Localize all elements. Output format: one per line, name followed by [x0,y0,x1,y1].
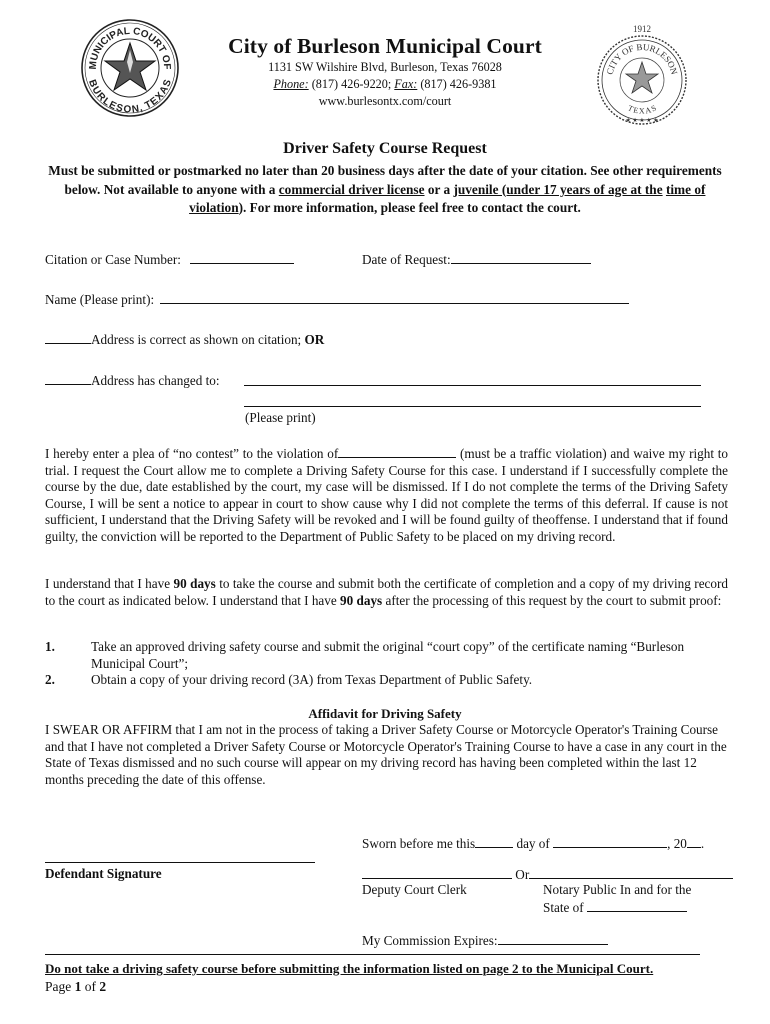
phone-label: Phone: [273,77,309,91]
please-print-note: (Please print) [245,410,316,425]
state-of-field [543,899,687,916]
right-seal-top-text: CITY OF BURLESON [604,41,680,76]
right-seal-star-icon [626,62,658,93]
page-of: of [84,979,96,994]
address-correct-field [45,331,324,348]
court-header [200,34,570,110]
sworn-text: day of [516,836,550,851]
footer-divider [45,954,700,955]
days-emphasis: 90 days [173,576,216,591]
list-number: 2. [45,672,55,687]
name-field [45,291,629,308]
commission-input[interactable] [498,932,608,945]
deadline-paragraph [45,576,728,609]
or-label: OR [304,332,325,347]
name-label: Name (Please print): [45,292,155,307]
days-emphasis: 90 days [340,592,383,608]
commission-label: My Commission Expires: [362,933,498,948]
list-number: 1. [45,639,55,654]
deadline-text: to take the course and submit both the certificate of completion and a copy of my driving record to the court as indicated below. I understand that I have [45,576,728,608]
date-label: Date of Request: [362,252,451,267]
citation-label: Citation or Case Number: [45,252,181,267]
address-changed-label: Address has changed to: [91,373,220,388]
fax-number: (817) 426-9381 [420,77,497,91]
form-title: Driver Safety Course Request [283,140,487,157]
right-seal-year: 1912 [633,24,651,34]
address-changed-checkline[interactable] [45,372,91,385]
sworn-month-input[interactable] [553,835,667,848]
citation-field [45,251,294,268]
defendant-signature-label: Defendant Signature [45,866,162,881]
fax-label: Fax: [394,77,418,91]
intro-juvenile: juvenile (under 17 years of age at the [453,181,663,197]
page-number [45,979,106,995]
court-contact [200,76,570,93]
affidavit-text: I SWEAR OR AFFIRM that I am not in the process of taking a Driver Safety Course or Motorcycle Operator's Training Course and that I have not completed a Driver Safety Course or Motorcycle Operator's Training Course to have a case in any court in the State of Texas dismissed and no such course will appear on my driving record has having been completed within the last 12 months preceding the date of this offense. [45,722,727,787]
intro-text: ). For more information, please feel free to contact the court. [238,200,581,215]
sworn-day-input[interactable] [475,835,513,848]
left-seal-bottom-text: BURLESON, TEXAS [86,78,174,116]
sworn-text: Sworn before me this [362,836,476,851]
page-current: 1 [74,979,82,994]
address-correct-checkline[interactable] [45,331,91,344]
court-name: City of Burleson Municipal Court [228,34,542,58]
address-changed-field [45,372,220,389]
sworn-year-input[interactable] [687,835,701,848]
court-website: www.burlesontx.com/court [318,94,452,108]
citation-input[interactable] [190,251,294,264]
or-label: Or [515,867,530,882]
plea-text: right to trial. I request the Court allow me to complete a Driving Safety Course for this case. I understand if I successfully complete the course by the due, date established by the court, my case will be dismissed. If I do not complete the terms of the Driving Safety Course, I will be sent a notice to appear in court to show cause why I did not complete the terms of this deferral. If cause is not sufficient, I understand that the Driving Safety will be revoked and I will be found guilty of theoffense. I understand that if found guilty, the conviction will be reported to the Department of Public Safety to be placed on my driving record. [45,446,729,544]
state-of-label: State of [543,900,584,915]
page-label: Page [45,979,72,994]
municipal-court-seal [80,18,180,118]
intro-requirements [40,162,730,218]
right-seal-bottom-text: TEXAS [626,103,658,116]
new-address-input-line2[interactable] [244,406,701,407]
intro-time-of-violation: time of violation [189,181,706,215]
notary-input[interactable] [529,866,733,879]
intro-text: or a [424,181,454,197]
court-address: 1131 SW Wilshire Blvd, Burleson, Texas 76028 [268,60,502,74]
deputy-clerk-input[interactable] [362,866,512,879]
violation-input[interactable] [338,445,456,458]
sworn-line [362,835,704,852]
address-correct-label: Address is correct as shown on citation; [91,332,302,347]
clerk-or-notary-line [362,866,733,883]
new-address-input-line1[interactable] [244,385,701,386]
city-seal [592,18,692,133]
list-item-text: Take an approved driving safety course and submit the original “court copy” of the certificate naming “Burleson Municipal Court”; [91,639,685,671]
notary-label: Notary Public In and for the [543,882,692,897]
phone-number: (817) 426-9220; [311,77,392,91]
plea-text: (must be a traffic violation) and waive my [460,446,686,461]
plea-text: I hereby enter a plea of “no contest” to the violation of [45,446,339,461]
defendant-signature-line[interactable] [45,862,315,863]
list-item-text: Obtain a copy of your driving record (3A) from Texas Department of Public Safety. [91,672,533,687]
commission-field [362,932,608,949]
deputy-clerk-label: Deputy Court Clerk [362,882,467,897]
name-input[interactable] [160,291,629,304]
deadline-text: after the processing of this request by the court to submit proof: [382,592,722,608]
left-seal-top-text: MUNICIPAL COURT OF [87,25,173,70]
page-total: 2 [99,979,107,994]
submission-notice: Do not take a driving safety course before submitting the information listed on page 2 to the Municipal Court. [45,961,654,976]
plea-paragraph [45,445,728,545]
intro-text: Must be submitted or postmarked no later than 20 business days after the date of your citation. See other requirements below. Not available to anyone with a [48,163,722,197]
intro-cdl: commercial driver license [278,181,425,197]
sworn-text: , 20 [667,836,687,851]
deadline-text: I understand that I have [45,576,174,591]
date-field [362,251,591,268]
state-of-input[interactable] [587,899,687,912]
affidavit-title: Affidavit for Driving Safety [308,706,462,721]
sworn-text: . [700,836,705,851]
date-input[interactable] [451,251,591,264]
right-seal-stars-icon: ★ ★ ★ ★ ★ [625,118,659,124]
